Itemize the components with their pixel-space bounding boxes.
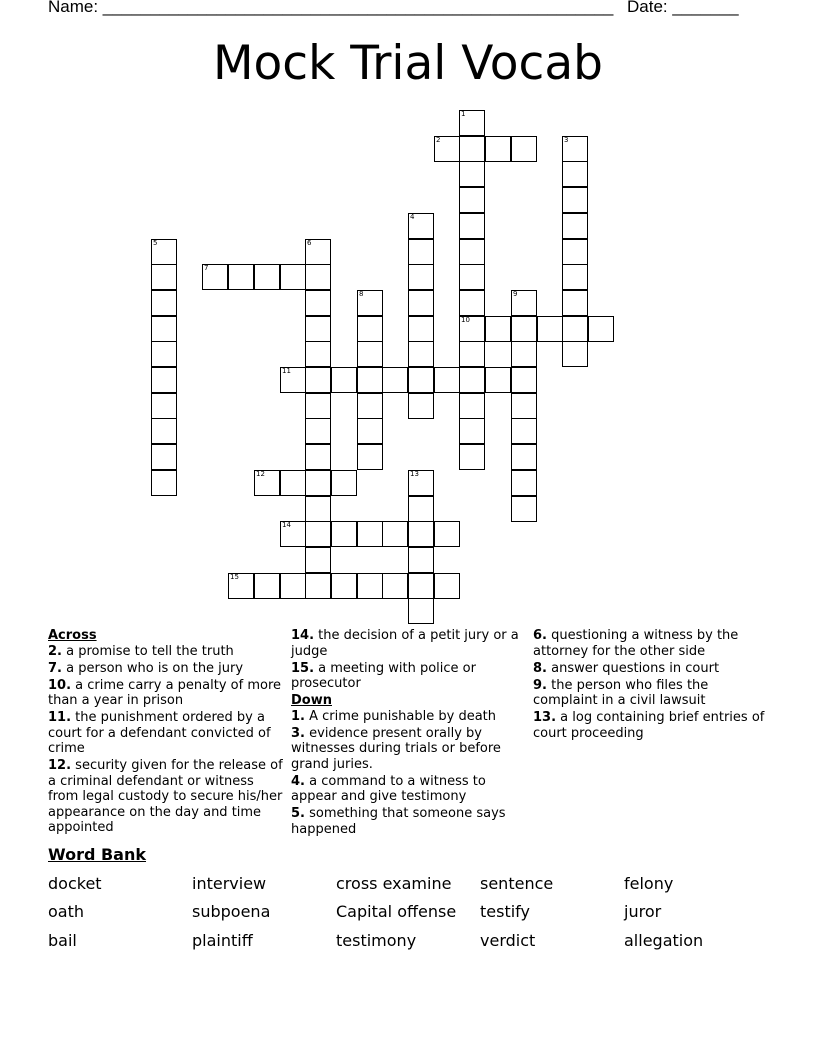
crossword-cell[interactable] [357,341,383,367]
crossword-cell[interactable] [562,264,588,290]
crossword-cell[interactable] [408,213,434,239]
date-field-label: Date: _______ [627,0,739,16]
crossword-cell[interactable] [331,470,357,496]
clue-number: 3 [564,136,569,144]
crossword-cell[interactable] [434,136,460,162]
crossword-cell[interactable] [434,521,460,547]
crossword-cell[interactable] [459,367,485,393]
word-bank-item: sentence [480,874,554,893]
crossword-cell[interactable] [459,136,485,162]
clue-across-2: 2. a promise to tell the truth [48,643,234,659]
clue-number: 10 [461,316,470,324]
clue-down-5: 5. something that someone says happened [291,806,506,837]
crossword-cell[interactable] [588,316,614,342]
word-bank-item: Capital offense [336,902,457,921]
crossword-cell[interactable] [357,573,383,599]
crossword-cell[interactable] [511,470,537,496]
crossword-cell[interactable] [562,290,588,316]
crossword-cell[interactable] [357,367,383,393]
crossword-cell[interactable] [305,444,331,470]
crossword-cell[interactable] [305,496,331,522]
clue-number: 12 [256,470,265,478]
crossword-cell[interactable] [511,444,537,470]
crossword-cell[interactable] [331,367,357,393]
clue-down-6: 6. questioning a witness by the attorney for the other side [533,628,739,659]
word-bank-item: cross examine [336,874,452,893]
name-field-label: Name: ______________________________________________________ [48,0,614,16]
crossword-cell[interactable] [459,341,485,367]
clue-number: 6 [307,239,312,247]
crossword-cell[interactable] [331,521,357,547]
word-bank-item: plaintiff [192,931,253,950]
clue-number: 5 [153,239,158,247]
crossword-cell[interactable] [382,521,408,547]
clue-number: 8 [359,290,364,298]
crossword-cell[interactable] [305,341,331,367]
crossword-cell[interactable] [485,367,511,393]
word-bank-item: testify [480,902,530,921]
crossword-cell[interactable] [434,573,460,599]
crossword-cell[interactable] [511,367,537,393]
crossword-cell[interactable] [459,290,485,316]
clue-column-3 [533,628,773,743]
crossword-cell[interactable] [151,393,177,419]
clue-across-15: 15. a meeting with police or prosecutor [291,660,476,691]
crossword-cell[interactable] [254,573,280,599]
crossword-cell[interactable] [459,316,485,342]
crossword-cell[interactable] [151,239,177,265]
crossword-cell[interactable] [562,136,588,162]
clue-down-9: 9. the person who files the complaint in a civil lawsuit [533,677,709,708]
crossword-cell[interactable] [202,264,228,290]
crossword-cell[interactable] [254,470,280,496]
clue-column-2 [291,628,523,839]
crossword-cell[interactable] [408,496,434,522]
clue-down-4: 4. a command to a witness to appear and give testimony [291,773,486,804]
crossword-cell[interactable] [511,341,537,367]
crossword-cell[interactable] [305,316,331,342]
clue-number: 1 [461,110,466,118]
crossword-cell[interactable] [280,470,306,496]
clue-number: 13 [410,470,419,478]
crossword-cell[interactable] [382,367,408,393]
crossword-cell[interactable] [485,316,511,342]
word-bank-item: oath [48,902,85,921]
clue-across-11: 11. the punishment ordered by a court for a defendant convicted of crime [48,710,271,756]
crossword-cell[interactable] [459,110,485,136]
crossword-cell[interactable] [562,239,588,265]
crossword-cell[interactable] [511,316,537,342]
crossword-cell[interactable] [357,316,383,342]
word-bank-item: juror [624,902,662,921]
crossword-cell[interactable] [382,573,408,599]
crossword-cell[interactable] [562,213,588,239]
crossword-cell[interactable] [357,521,383,547]
crossword-cell[interactable] [280,521,306,547]
clue-number: 7 [204,264,209,272]
clue-column-1 [48,628,286,837]
crossword-cell[interactable] [459,213,485,239]
crossword-cell[interactable] [562,161,588,187]
crossword-cell[interactable] [408,393,434,419]
crossword-cell[interactable] [408,264,434,290]
clue-number: 9 [513,290,518,298]
crossword-cell[interactable] [151,316,177,342]
word-bank-item: docket [48,874,102,893]
crossword-cell[interactable] [151,264,177,290]
clue-across-12: 12. security given for the release of a criminal defendant or witness from legal custody to secure his/her appearance on the day and time appointed [48,758,283,835]
crossword-cell[interactable] [151,290,177,316]
crossword-cell[interactable] [305,290,331,316]
crossword-cell[interactable] [434,367,460,393]
crossword-cell[interactable] [305,264,331,290]
clue-number: 15 [230,573,239,581]
crossword-cell[interactable] [305,470,331,496]
crossword-cell[interactable] [280,264,306,290]
crossword-cell[interactable] [305,418,331,444]
across-heading: Across [48,628,97,643]
crossword-cell[interactable] [408,598,434,624]
crossword-cell[interactable] [151,418,177,444]
clue-number: 14 [282,521,291,529]
clue-down-8: 8. answer questions in court [533,660,720,676]
crossword-cell[interactable] [151,367,177,393]
word-bank-item: subpoena [192,902,271,921]
word-bank-item: bail [48,931,77,950]
crossword-cell[interactable] [408,521,434,547]
word-bank-item: allegation [624,931,704,950]
crossword-cell[interactable] [357,393,383,419]
crossword-cell[interactable] [537,316,563,342]
clue-number: 4 [410,213,415,221]
crossword-cell[interactable] [228,264,254,290]
clue-number: 11 [282,367,291,375]
crossword-cell[interactable] [305,573,331,599]
word-bank-heading: Word Bank [48,845,147,864]
clue-across-10: 10. a crime carry a penalty of more than a year in prison [48,677,281,708]
clue-number: 2 [436,136,441,144]
crossword-cell[interactable] [511,290,537,316]
page-title: Mock Trial Vocab [212,36,604,91]
crossword-cell[interactable] [408,547,434,573]
crossword-cell[interactable] [305,367,331,393]
word-bank-item: verdict [480,931,536,950]
crossword-cell[interactable] [511,136,537,162]
crossword-cell[interactable] [485,136,511,162]
crossword-cell[interactable] [408,470,434,496]
clue-down-3: 3. evidence present orally by witnesses during trials or before grand juries. [291,725,501,772]
crossword-cell[interactable] [254,264,280,290]
clue-across-7: 7. a person who is on the jury [48,660,244,676]
crossword-cell[interactable] [511,393,537,419]
crossword-cell[interactable] [459,187,485,213]
crossword-cell[interactable] [280,367,306,393]
crossword-cell[interactable] [459,444,485,470]
crossword-cell[interactable] [280,573,306,599]
crossword-cell[interactable] [408,341,434,367]
crossword-cell[interactable] [408,290,434,316]
crossword-cell[interactable] [228,573,254,599]
crossword-cell[interactable] [305,521,331,547]
crossword-cell[interactable] [459,161,485,187]
crossword-cell[interactable] [408,316,434,342]
clue-down-1: 1. A crime punishable by death [291,708,496,724]
crossword-cell[interactable] [357,444,383,470]
crossword-cell[interactable] [408,239,434,265]
crossword-cell[interactable] [151,444,177,470]
clue-down-13: 13. a log containing brief entries of court proceeding [533,710,765,741]
crossword-cell[interactable] [562,187,588,213]
crossword-cell[interactable] [357,418,383,444]
crossword-cell[interactable] [151,341,177,367]
crossword-cell[interactable] [459,239,485,265]
crossword-cell[interactable] [562,316,588,342]
crossword-cell[interactable] [511,496,537,522]
crossword-cell[interactable] [408,573,434,599]
crossword-cell[interactable] [511,418,537,444]
crossword-cell[interactable] [459,264,485,290]
crossword-cell[interactable] [357,290,383,316]
word-bank-item: felony [624,874,674,893]
crossword-cell[interactable] [331,573,357,599]
crossword-cell[interactable] [459,418,485,444]
crossword-cell[interactable] [305,393,331,419]
crossword-cell[interactable] [305,239,331,265]
crossword-cell[interactable] [562,341,588,367]
crossword-cell[interactable] [408,367,434,393]
crossword-cell[interactable] [459,393,485,419]
crossword-cell[interactable] [151,470,177,496]
word-bank-item: testimony [336,931,417,950]
clue-across-14: 14. the decision of a petit jury or a judge [291,628,519,659]
crossword-cell[interactable] [305,547,331,573]
word-bank-item: interview [192,874,267,893]
down-heading: Down [291,693,332,708]
